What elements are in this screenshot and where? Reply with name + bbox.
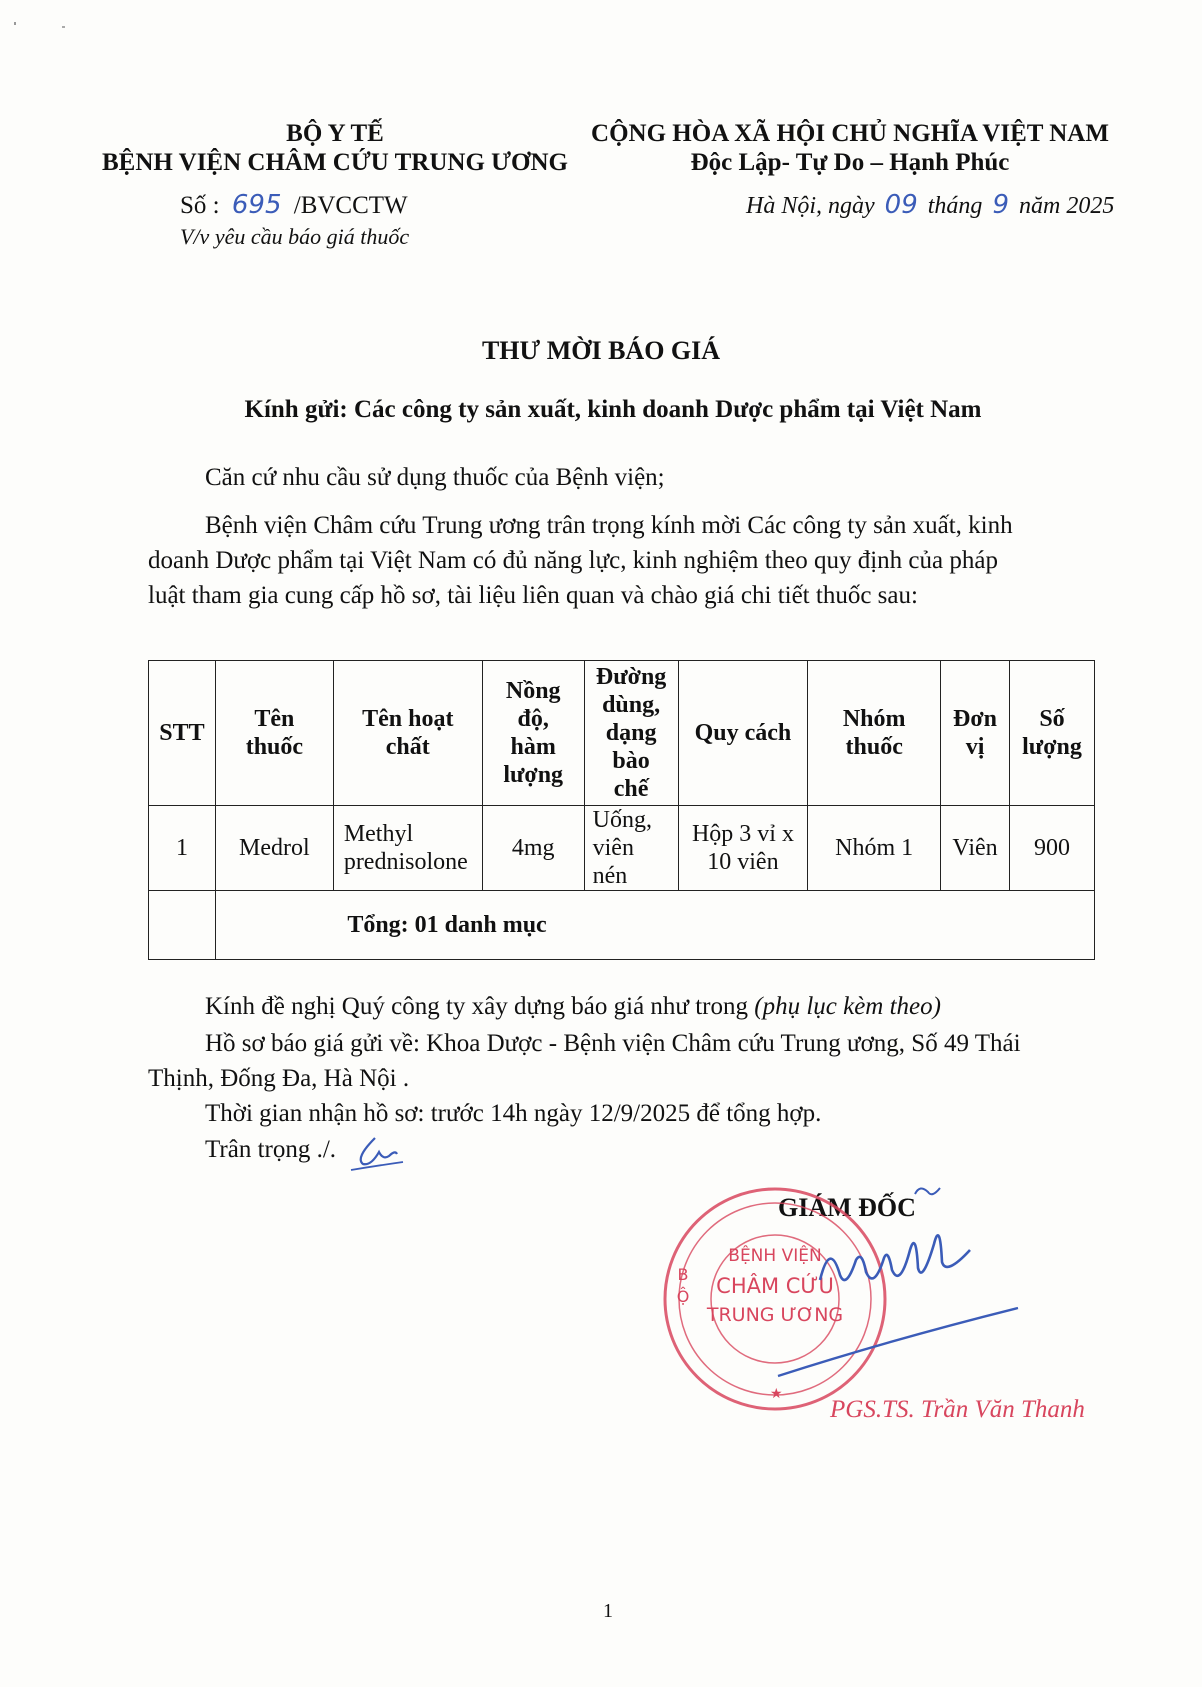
ministry-name: BỘ Y TẾ — [286, 120, 384, 147]
date-year: năm 2025 — [1018, 193, 1115, 219]
scan-speck — [14, 22, 16, 25]
table-header-row — [149, 661, 1095, 806]
appendix-note: (phụ lục kèm theo) — [754, 993, 941, 1020]
stamp-left-text: B Ộ — [676, 1265, 690, 1306]
drug-table — [148, 660, 1095, 960]
closing-line: Trân trọng ./. — [205, 1136, 337, 1163]
cell-duong-dung: Uống, viên nén — [584, 806, 678, 891]
svg-text:★: ★ — [770, 1386, 783, 1402]
document-number — [180, 190, 408, 220]
number-prefix: Số : — [180, 192, 220, 219]
header-don-vi: Đơn vị — [941, 661, 1010, 806]
cell-so-luong: 900 — [1010, 806, 1095, 891]
header-hoat-chat: Tên hoạt chất — [333, 661, 482, 806]
table-row — [149, 806, 1095, 891]
hospital-name: BỆNH VIỆN CHÂM CỨU TRUNG ƯƠNG — [102, 149, 568, 176]
page-number: 1 — [603, 1600, 613, 1622]
cell-quy-cach: Hộp 3 vỉ x 10 viên — [678, 806, 808, 891]
cell-nong-do: 4mg — [482, 806, 584, 891]
cell-nhom: Nhóm 1 — [808, 806, 941, 891]
date-month-label: tháng — [927, 193, 983, 219]
deadline-line: Thời gian nhận hồ sơ: trước 14h ngày 12/9/2025 để tổng hợp. — [205, 1100, 822, 1127]
cell-don-vi: Viên — [941, 806, 1010, 891]
number-handwritten: 695 — [231, 190, 282, 220]
submission-address-line1: Hồ sơ báo giá gửi về: Khoa Dược - Bệnh viện Châm cứu Trung ương, Số 49 Thái — [205, 1030, 1021, 1057]
cell-ten-thuoc: Medrol — [215, 806, 333, 891]
date-month-handwritten: 9 — [992, 190, 1009, 220]
cell-stt: 1 — [149, 806, 216, 891]
request-line: Kính đề nghị Quý công ty xây dựng báo giá như trong (phụ lục kèm theo) — [205, 993, 941, 1020]
header-so-luong: Số lượng — [1010, 661, 1095, 806]
stamp-line3: TRUNG ƯƠNG — [706, 1304, 844, 1326]
cell-hoat-chat: Methyl prednisolone — [333, 806, 482, 891]
header-duong-dung: Đường dùng, dạng bào chế — [584, 661, 678, 806]
signer-position: GIÁM ĐỐC — [778, 1193, 916, 1222]
header-nong-do: Nồng độ, hàm lượng — [482, 661, 584, 806]
table-total-row — [149, 891, 1095, 960]
director-signature-icon — [770, 1180, 1030, 1390]
number-suffix: /BVCCTW — [293, 192, 408, 219]
country-name: CỘNG HÒA XÃ HỘI CHỦ NGHĨA VIỆT NAM — [591, 120, 1109, 147]
stamp-line1: BỆNH VIỆN — [728, 1246, 822, 1266]
stamp-line2: CHÂM CỨU — [716, 1274, 834, 1298]
paragraph-invite-line2: doanh Dược phẩm tại Việt Nam có đủ năng lực, kinh nghiệm theo quy định của pháp — [148, 547, 998, 574]
document-subject: V/v yêu cầu báo giá thuốc — [180, 224, 410, 249]
header-nhom-thuoc: Nhóm thuốc — [808, 661, 941, 806]
total-filler — [678, 891, 1094, 960]
total-label: Tổng: 01 danh mục — [215, 891, 678, 960]
document-title: THƯ MỜI BÁO GIÁ — [481, 336, 721, 365]
date-prefix: Hà Nội, ngày — [746, 193, 875, 219]
signer-name: PGS.TS. Trần Văn Thanh — [830, 1396, 1085, 1423]
scan-speck — [62, 26, 65, 28]
header-stt: STT — [149, 661, 216, 806]
initials-signature-icon — [345, 1130, 425, 1175]
submission-address-line2: Thịnh, Đống Đa, Hà Nội . — [148, 1065, 410, 1092]
paragraph-basis: Căn cứ nhu cầu sử dụng thuốc của Bệnh viện; — [205, 464, 665, 491]
date-day-handwritten: 09 — [884, 190, 918, 220]
paragraph-invite-line1: Bệnh viện Châm cứu Trung ương trân trọng kính mời Các công ty sản xuất, kinh — [205, 512, 1013, 539]
document-date — [746, 190, 1114, 220]
recipient-line: Kính gửi: Các công ty sản xuất, kinh doanh Dược phẩm tại Việt Nam — [244, 396, 982, 423]
paragraph-invite-line3: luật tham gia cung cấp hồ sơ, tài liệu liên quan và chào giá chi tiết thuốc sau: — [148, 582, 918, 609]
header-ten-thuoc: Tên thuốc — [215, 661, 333, 806]
national-motto: Độc Lập- Tự Do – Hạnh Phúc — [690, 149, 1010, 176]
header-quy-cach: Quy cách — [678, 661, 808, 806]
total-empty-cell — [149, 891, 216, 960]
